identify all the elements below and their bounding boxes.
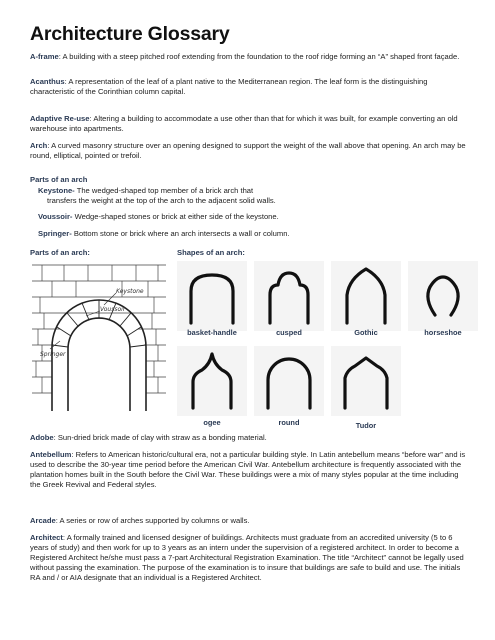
drawing-label-voussoir: Voussoir (100, 306, 126, 313)
basket-handle-arch-shape (177, 261, 247, 331)
horseshoe-arch-shape (408, 261, 478, 331)
entry-term: Adobe (30, 433, 54, 442)
entry-definition: : A building with a steep pitched roof extending from the foundation to the roof ridge forming an “A” shaped front façade. (58, 52, 460, 61)
arch-caption: cusped (276, 328, 302, 337)
arch-caption: ogee (203, 418, 221, 427)
entry-acanthus (30, 77, 470, 97)
entry-definition: : A formally trained and licensed designer of buildings. Architects must graduate from an accredited university (5 to 6 years of study) and then work for up to 3 years as an intern under the supervision of a registered architect. In order to become a Registered Architect he/she must pass a 7-part Architectural Registration Examination. The title “Architect” cannot be legally used without passing the examination. The purpose of the examination is to insure that buildings are safe to build and use. The initials RA and / or AIA designate that an individual is a Registered Architect. (30, 533, 464, 583)
entry-term: A-frame (30, 52, 59, 61)
entry-term: Arch (30, 141, 48, 150)
parts-heading: Parts of an arch (30, 175, 88, 184)
part-definition: Bottom stone or brick where an arch intersects a wall or column. (71, 229, 290, 238)
page-title: Architecture Glossary (30, 23, 230, 45)
entry-definition: : Sun-dried brick made of clay with straw as a bonding material. (53, 433, 267, 442)
entry-term: Architect (30, 533, 63, 542)
part-definition: Wedge-shaped stones or brick at either side of the keystone. (72, 212, 279, 221)
arch-image-gothic (331, 261, 401, 331)
ogee-arch-shape (177, 346, 247, 416)
parts-of-arch-label: Parts of an arch: (30, 248, 90, 257)
entry-definition: : A representation of the leaf of a plant native to the Mediterranean region. The leaf form is the distinguishing characteristic of the Corinthian column capital. (30, 77, 428, 97)
entry-term: Antebellum (30, 450, 72, 459)
arch-image-basket-handle (177, 261, 247, 331)
arch-caption: round (278, 418, 300, 427)
entry-definition: : A series or row of arches supported by columns or walls. (55, 516, 250, 525)
part-term: Voussoir- (38, 212, 73, 221)
entry-adaptive-reuse (30, 114, 470, 134)
arch-image-round (254, 346, 324, 416)
entry-definition: : Altering a building to accommodate a use other than that for which it was built, for example converting an old warehouse into apartments. (30, 114, 458, 134)
entry-term: Arcade (30, 516, 56, 525)
arch-caption: Tudor (355, 421, 377, 430)
brick-arch-drawing (30, 261, 168, 419)
entry-antebellum (30, 450, 470, 490)
entry-definition: : Refers to American historic/cultural era, not a particular building style. In Latin antebellum means “before war” and is used to describe the 30-year time period before the American Civil War. Antebellum architecture is frequently associated with the plantation homes built in the South before the Civil War. These buildings were a mix of many styles popular at the time including the Greek Revival and Federal styles. (30, 450, 466, 490)
arch-image-horseshoe (408, 261, 478, 331)
arch-caption: basket-handle (187, 328, 237, 337)
drawing-label-keystone: Keystone (116, 288, 144, 295)
arch-caption: horseshoe (424, 328, 462, 337)
tudor-arch-shape (331, 346, 401, 416)
arch-image-ogee (177, 346, 247, 416)
part-springer (38, 229, 468, 239)
drawing-label-springer: Springer (40, 351, 66, 358)
part-term: Springer- (38, 229, 72, 238)
entry-architect (30, 533, 470, 583)
cusped-arch-shape (254, 261, 324, 331)
round-arch-shape (254, 346, 324, 416)
part-keystone (38, 186, 468, 206)
part-definition-cont: transfers the weight at the top of the arch to the adjacent solid walls. (47, 196, 276, 206)
part-definition: The wedged-shaped top member of a brick arch that (74, 186, 254, 195)
brick-arch-illustration (30, 261, 168, 419)
arch-caption: Gothic (354, 328, 378, 337)
entry-arcade (30, 516, 470, 526)
entry-arch (30, 141, 470, 161)
entry-definition: : A curved masonry structure over an opening designed to support the weight of the wall above that opening. An arch may be round, elliptical, pointed or trefoil. (30, 141, 466, 161)
entry-aframe (30, 52, 470, 62)
part-term: Keystone- (38, 186, 75, 195)
arch-image-cusped (254, 261, 324, 331)
gothic-arch-shape (331, 261, 401, 331)
entry-adobe (30, 433, 470, 443)
part-voussoir (38, 212, 468, 222)
entry-term: Adaptive Re-use (30, 114, 90, 123)
shapes-of-arch-label: Shapes of an arch: (177, 248, 245, 257)
arch-image-tudor (331, 346, 401, 416)
entry-term: Acanthus (30, 77, 65, 86)
